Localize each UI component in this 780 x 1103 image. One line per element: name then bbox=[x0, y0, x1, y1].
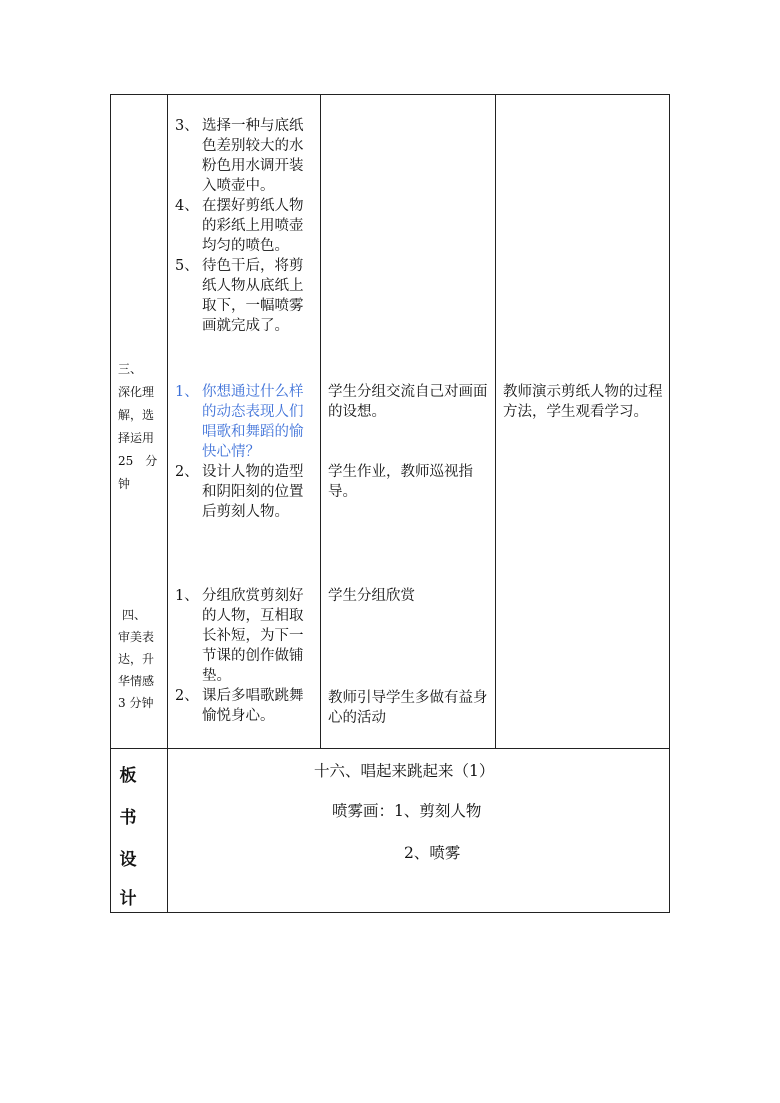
step-number: 5、 bbox=[175, 258, 199, 274]
list-item bbox=[175, 686, 315, 726]
board-line-1: 喷雾画：1、剪刻人物 bbox=[332, 802, 482, 820]
step-text: 在摆好剪纸人物的彩纸上用喷壶均匀的喷色。 bbox=[202, 198, 304, 254]
step-text: 选择一种与底纸色差别较大的水粉色用水调开装入喷壶中。 bbox=[202, 118, 304, 194]
board-label-char: 书 bbox=[119, 808, 137, 828]
table-bottom-border bbox=[110, 912, 670, 913]
stage4-student-activity-2: 教师引导学生多做有益身心的活动 bbox=[328, 690, 488, 726]
stage3-label-line: 解，选 bbox=[118, 408, 155, 422]
step-number: 4、 bbox=[175, 198, 199, 214]
table-top-border bbox=[110, 94, 670, 95]
stage3-label-line: 25 分 bbox=[118, 454, 158, 468]
stage4-label-line: 3 分钟 bbox=[118, 696, 154, 710]
step-text: 设计人物的造型和阴阳刻的位置后剪刻人物。 bbox=[202, 464, 304, 520]
column-divider-1 bbox=[167, 94, 168, 913]
table-left-border bbox=[110, 94, 111, 913]
step-text: 课后多唱歌跳舞愉悦身心。 bbox=[202, 688, 304, 724]
stage4-label-line: 达，升 bbox=[118, 652, 155, 666]
board-line-2: 2、喷雾 bbox=[404, 844, 461, 862]
list-item bbox=[175, 116, 315, 196]
list-item bbox=[175, 462, 315, 522]
column-divider-3 bbox=[495, 94, 496, 749]
column-divider-2 bbox=[320, 94, 321, 749]
stage4-label bbox=[118, 606, 164, 713]
list-item-highlighted bbox=[175, 382, 315, 462]
board-label-char: 计 bbox=[119, 889, 137, 909]
list-item bbox=[175, 256, 315, 336]
stage3-label-line: 择运用 bbox=[118, 431, 155, 445]
stage4-student-activity-1: 学生分组欣赏 bbox=[328, 588, 415, 604]
stage3-label-line: 深化理 bbox=[118, 385, 155, 399]
stage4-label-line: 四、 bbox=[122, 608, 147, 622]
step-text: 分组欣赏剪刻好的人物，互相取长补短，为下一节课的创作做铺垫。 bbox=[202, 588, 304, 684]
step-text: 待色干后，将剪纸人物从底纸上取下，一幅喷雾画就完成了。 bbox=[202, 258, 304, 334]
stage3-label bbox=[118, 360, 164, 494]
step-number: 1、 bbox=[175, 588, 199, 604]
step-number: 1、 bbox=[175, 384, 199, 400]
stage3-student-activity-1: 学生分组交流自己对画面的设想。 bbox=[328, 384, 488, 420]
stage3-steps-bottom bbox=[175, 382, 315, 522]
step-number: 2、 bbox=[175, 688, 199, 704]
stage3-label-line: 钟 bbox=[118, 477, 131, 491]
stage3-student-activity-2: 学生作业，教师巡视指导。 bbox=[328, 464, 473, 500]
stage4-label-line: 审美表 bbox=[118, 630, 155, 644]
stage4-steps bbox=[175, 586, 315, 726]
board-title: 十六、唱起来跳起来（1） bbox=[314, 762, 495, 780]
table-right-border bbox=[669, 94, 670, 913]
board-row-top-border bbox=[110, 748, 670, 749]
list-item bbox=[175, 586, 315, 686]
step-number: 3、 bbox=[175, 118, 199, 134]
stage4-label-line: 华情感 bbox=[118, 674, 155, 688]
board-label-char: 设 bbox=[119, 850, 137, 870]
step-number: 2、 bbox=[175, 464, 199, 480]
board-label-char: 板 bbox=[119, 766, 137, 786]
stage3-label-line: 三、 bbox=[118, 362, 143, 376]
stage3-teacher-activity: 教师演示剪纸人物的过程方法，学生观看学习。 bbox=[503, 384, 663, 420]
stage3-steps-top bbox=[175, 116, 315, 336]
step-text: 你想通过什么样的动态表现人们唱歌和舞蹈的愉快心情？ bbox=[202, 384, 304, 460]
list-item bbox=[175, 196, 315, 256]
